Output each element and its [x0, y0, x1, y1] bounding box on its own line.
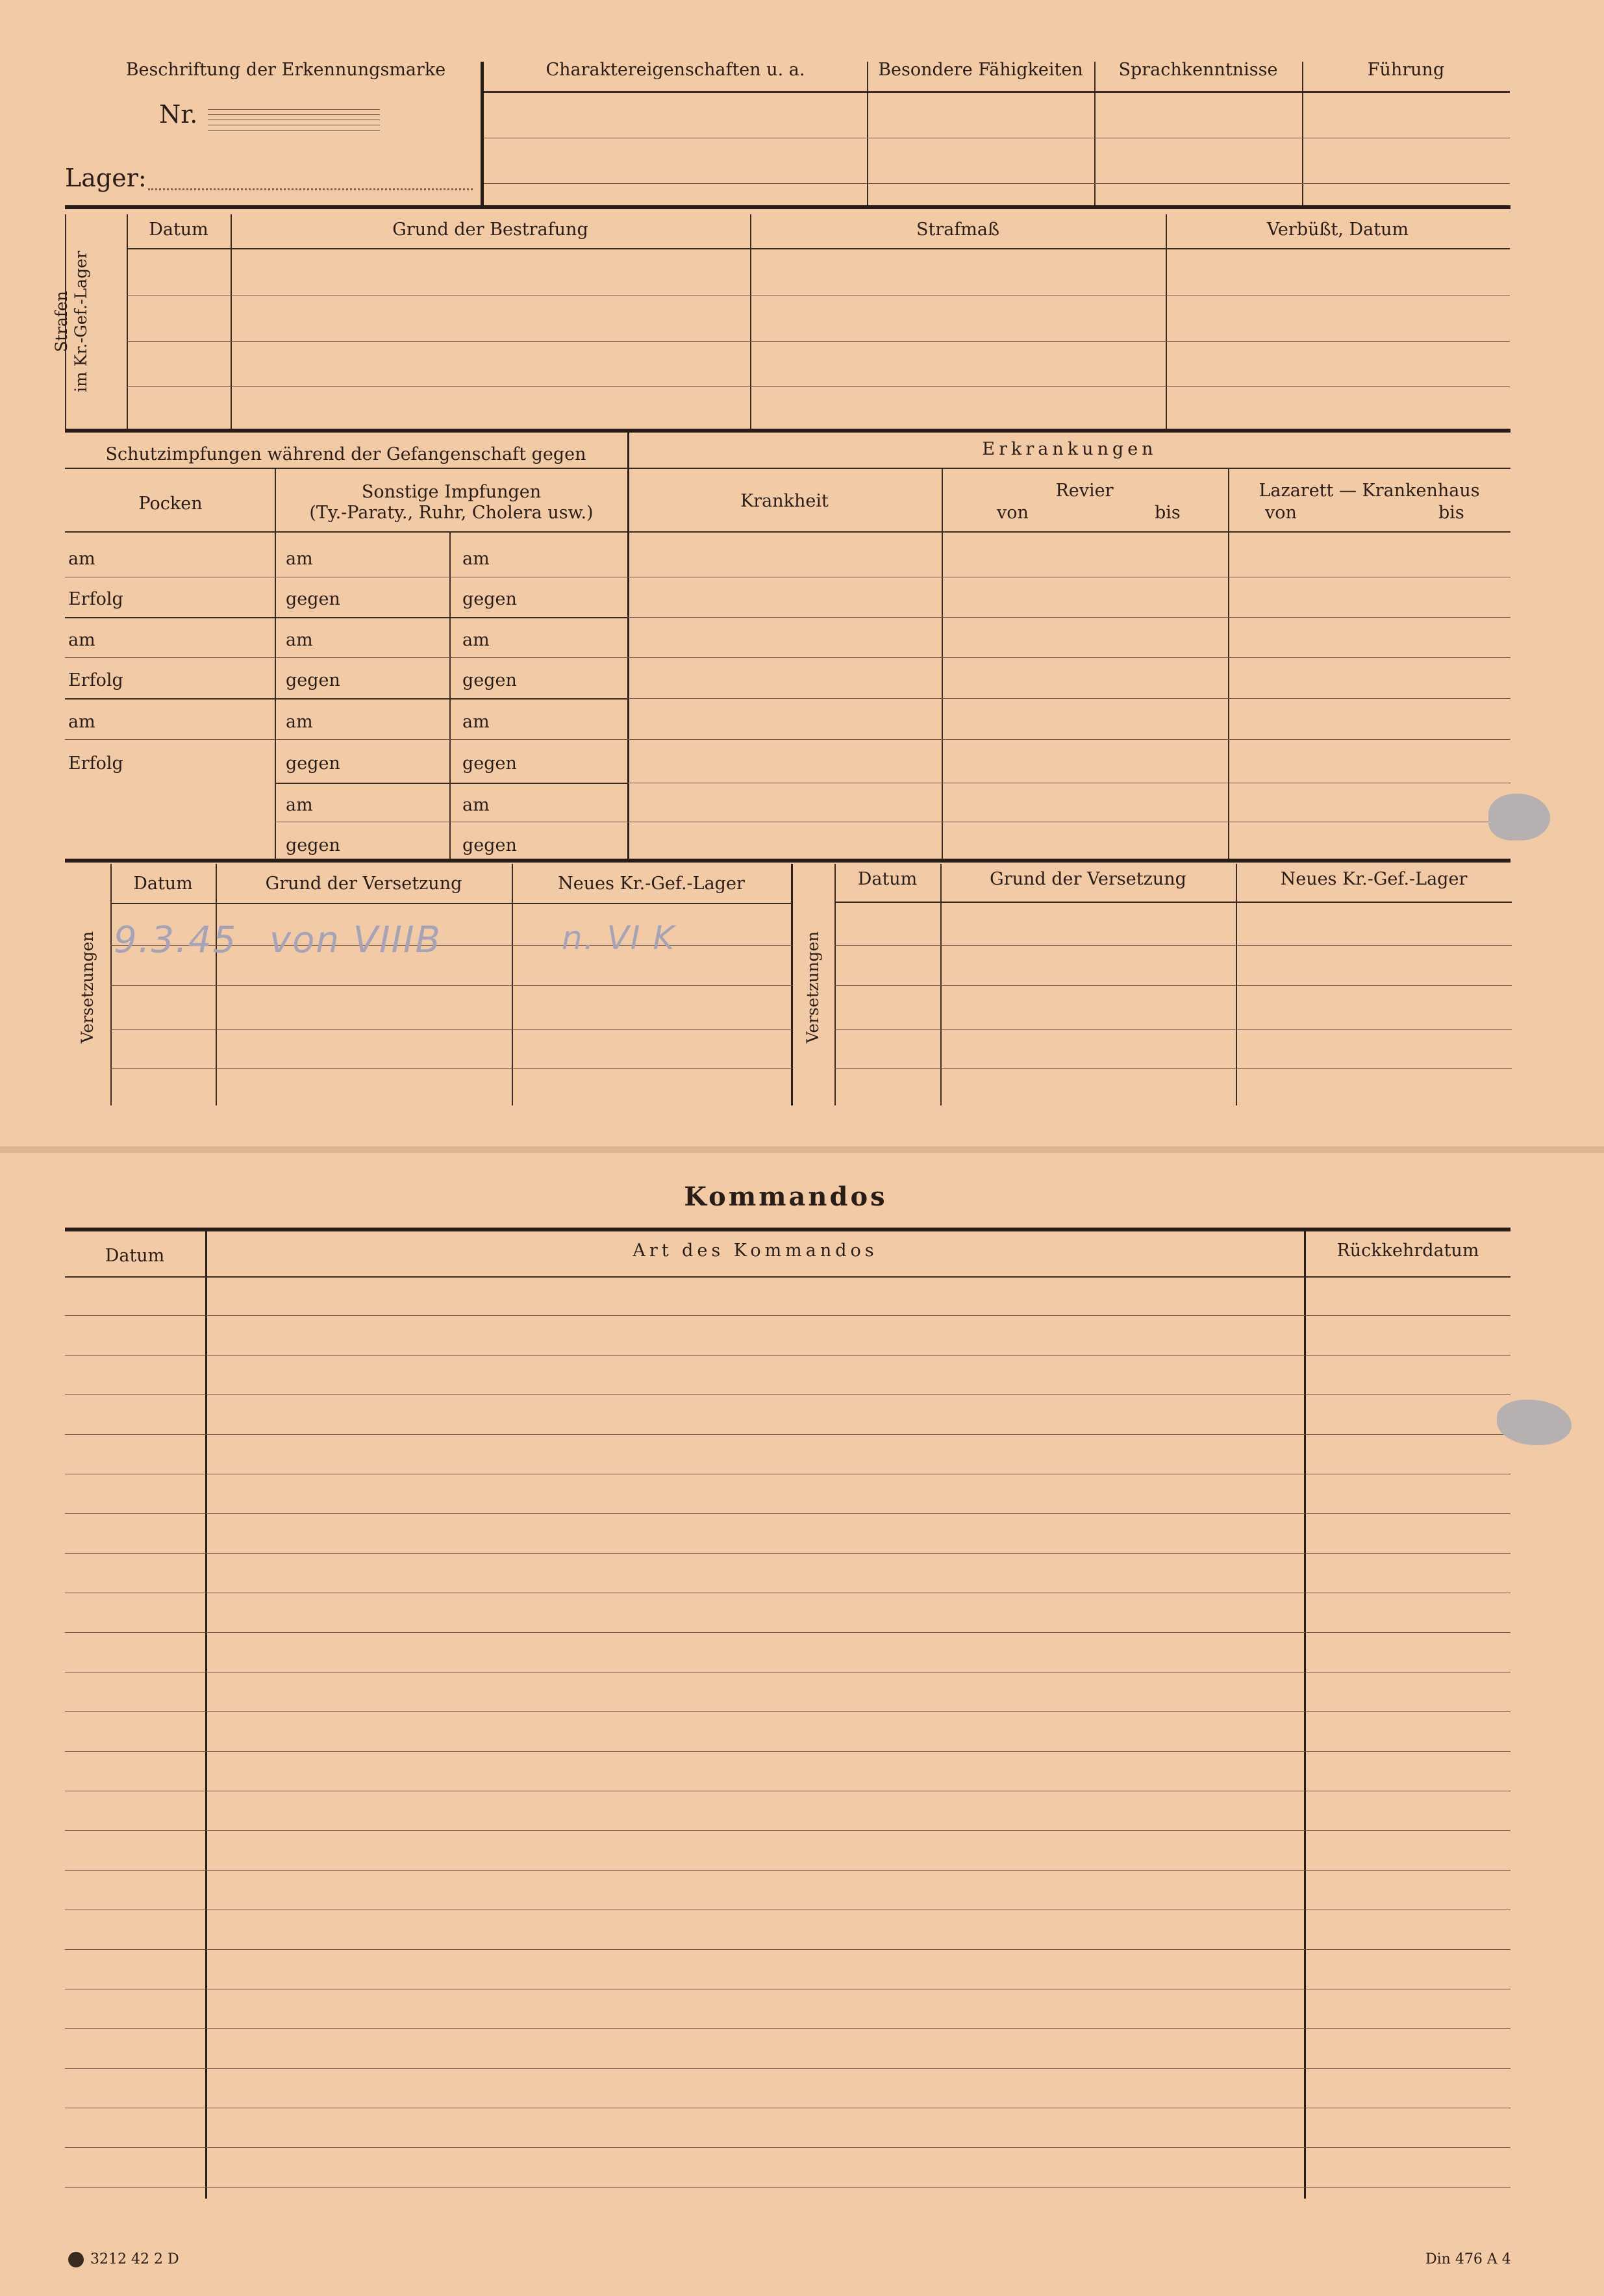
- kommandos-art-header: Art des Kommandos: [633, 1241, 878, 1261]
- sonstige-gegen-1a: gegen: [286, 589, 340, 609]
- versetzung-grund-entry: von VIIIB: [269, 919, 442, 961]
- versetzung-neues-entry: n. VI K: [562, 919, 676, 957]
- kommandos-row-line: [65, 1553, 1510, 1554]
- kommandos-row-line: [65, 1394, 1510, 1395]
- sonstige-am-4a: am: [286, 795, 313, 815]
- versetzung-grund-header-right: Grund der Versetzung: [990, 869, 1186, 889]
- eagle-stamp-icon: [68, 2252, 84, 2267]
- kommandos-row-line: [65, 1632, 1510, 1633]
- versetzung-datum-entry: 9.3.45: [114, 919, 238, 961]
- pocken-am-1: am: [68, 549, 95, 569]
- kommandos-row-line: [65, 1751, 1510, 1752]
- sonstige-am-2a: am: [286, 630, 313, 650]
- beschriftung-label: Beschriftung der Erkennungsmarke: [125, 60, 446, 80]
- erkrankungen-title: Erkrankungen: [982, 439, 1157, 459]
- kommandos-row-line: [65, 1355, 1510, 1356]
- revier-von: von: [997, 503, 1029, 523]
- versetzung-datum-header-right: Datum: [857, 869, 918, 889]
- sonstige-am-2b: am: [462, 630, 490, 650]
- versetzung-neues-header-left: Neues Kr.-Gef.-Lager: [558, 874, 745, 894]
- versetzung-grund-header-left: Grund der Versetzung: [265, 874, 462, 894]
- revier-header: Revier: [1055, 481, 1114, 501]
- lazarett-header: Lazarett — Krankenhaus: [1259, 481, 1480, 501]
- sonstige-am-4b: am: [462, 795, 490, 815]
- kommandos-rueckkehr-header: Rückkehrdatum: [1336, 1241, 1479, 1261]
- versetzungen-side-label-left: Versetzungen: [78, 931, 97, 1044]
- kommandos-row-line: [65, 2068, 1510, 2069]
- punch-hole-bottom: [1497, 1400, 1572, 1445]
- sprachkenntnisse-label: Sprachkenntnisse: [1118, 60, 1278, 80]
- kommandos-row-line: [65, 1870, 1510, 1871]
- sonstige-gegen-4a: gegen: [286, 835, 340, 855]
- pocken-am-2: am: [68, 630, 95, 650]
- kommandos-datum-header: Datum: [105, 1246, 165, 1266]
- sonstige-header-1: Sonstige Impfungen: [361, 482, 542, 502]
- pocken-erfolg-3: Erfolg: [68, 753, 123, 774]
- sonstige-gegen-2a: gegen: [286, 670, 340, 690]
- sonstige-am-1b: am: [462, 549, 490, 569]
- faehigkeiten-label: Besondere Fähigkeiten: [878, 60, 1083, 80]
- sonstige-am-1a: am: [286, 549, 313, 569]
- pocken-erfolg-2: Erfolg: [68, 670, 123, 690]
- charakter-label: Charaktereigenschaften u. a.: [545, 60, 805, 80]
- sonstige-gegen-1b: gegen: [462, 589, 517, 609]
- versetzung-datum-header-left: Datum: [133, 874, 193, 894]
- kommandos-row-line: [65, 1315, 1510, 1316]
- lazarett-bis: bis: [1438, 503, 1464, 523]
- pocken-header: Pocken: [138, 494, 203, 514]
- footer-din: Din 476 A 4: [1425, 2251, 1511, 2267]
- kommandos-row-line: [65, 1830, 1510, 1831]
- strafmass-header: Strafmaß: [916, 220, 1000, 240]
- kommandos-row-line: [65, 1434, 1510, 1435]
- kommandos-row-line: [65, 2187, 1510, 2188]
- sonstige-gegen-3a: gegen: [286, 753, 340, 774]
- sonstige-am-3a: am: [286, 712, 313, 732]
- nr-label: Nr.: [159, 100, 198, 129]
- sonstige-gegen-3b: gegen: [462, 753, 517, 774]
- lager-label: Lager:: [65, 164, 147, 192]
- footer-left-code: 3212 42 2 D: [68, 2249, 179, 2270]
- sonstige-gegen-4b: gegen: [462, 835, 517, 855]
- revier-bis: bis: [1155, 503, 1181, 523]
- fuehrung-label: Führung: [1367, 60, 1445, 80]
- strafen-datum-header: Datum: [149, 220, 208, 240]
- impfungen-title: Schutzimpfungen während der Gefangenschaft gegen: [105, 444, 586, 464]
- kommandos-row-line: [65, 1711, 1510, 1712]
- sonstige-header-2: (Ty.-Paraty., Ruhr, Cholera usw.): [309, 503, 594, 523]
- kommandos-row-line: [65, 1949, 1510, 1950]
- krankheit-header: Krankheit: [740, 491, 829, 511]
- lazarett-von: von: [1265, 503, 1297, 523]
- sonstige-gegen-2b: gegen: [462, 670, 517, 690]
- versetzung-neues-header-right: Neues Kr.-Gef.-Lager: [1280, 869, 1468, 889]
- sonstige-am-3b: am: [462, 712, 490, 732]
- kommandos-row-line: [65, 2028, 1510, 2029]
- kommandos-row-line: [65, 2147, 1510, 2148]
- strafen-grund-header: Grund der Bestrafung: [392, 220, 588, 240]
- punch-hole-top: [1488, 794, 1550, 840]
- kommandos-row-line: [65, 1513, 1510, 1514]
- versetzungen-side-label-right: Versetzungen: [803, 931, 822, 1044]
- pocken-erfolg-1: Erfolg: [68, 589, 123, 609]
- pocken-am-3: am: [68, 712, 95, 732]
- verbuesst-header: Verbüßt, Datum: [1266, 220, 1409, 240]
- record-card-back: [0, 1153, 1604, 2296]
- kommandos-title: Kommandos: [684, 1181, 888, 1212]
- strafen-side-label: Strafen im Kr.-Gef.-Lager: [52, 251, 90, 392]
- lager-field[interactable]: [148, 188, 473, 190]
